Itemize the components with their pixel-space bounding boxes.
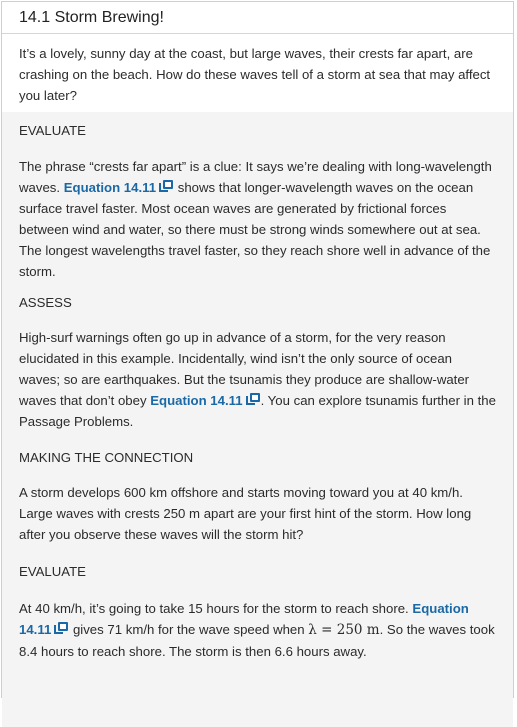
evaluate2-section	[2, 588, 513, 727]
assess-heading: ASSESS	[2, 286, 513, 319]
connection-heading: MAKING THE CONNECTION	[2, 441, 513, 474]
intro-text: It’s a lovely, sunny day at the coast, but large waves, their crests far apart, are crashing on the beach. How do these waves tell of a storm at sea that may affect you later?	[19, 46, 491, 103]
assess-section	[2, 319, 513, 441]
evaluate-text-1: The phrase “crests far apart” is a clue: It says we’re dealing with long-wavelength waves.	[19, 159, 492, 195]
assess-text-2: . You can explore tsunamis further in the Passage Problems.	[19, 393, 496, 429]
equation-link-label: Equation 14.11	[19, 601, 469, 637]
wavelength-formula: λ = 250 m	[308, 622, 380, 638]
evaluate2-text-3: . So the waves took 8.4 hours to reach shore. The storm is then 6.6 hours away.	[19, 622, 495, 659]
connection-text: A storm develops 600 km offshore and starts moving toward you at 40 km/h. Large waves with crests 250 m apart are your first hint of the storm. How long after you observe these waves will the storm hit?	[19, 485, 472, 542]
example-title: 14.1 Storm Brewing!	[2, 2, 513, 34]
equation-link-label: Equation 14.11	[63, 180, 157, 195]
evaluate2-text-2: gives 71 km/h for the wave speed when	[72, 622, 305, 637]
assess-text-1: High-surf warnings often go up in advance of a storm, for the very reason elucidated in this example. Incidentally, wind isn’t the only source of ocean waves; so are earthquakes. But the tsunamis they produce are shallow-water waves that don’t obey	[19, 330, 470, 408]
popup-window-icon[interactable]	[54, 622, 69, 635]
evaluate-section	[2, 148, 513, 286]
connection-section	[2, 474, 513, 554]
evaluate2-text-1: At 40 km/h, it’s going to take 15 hours for the storm to reach shore.	[19, 601, 409, 616]
equation-link[interactable]	[150, 393, 260, 408]
example-box	[1, 1, 514, 698]
equation-link[interactable]	[64, 180, 174, 195]
equation-link-label: Equation 14.11	[150, 393, 243, 408]
intro-section	[2, 34, 513, 112]
popup-window-icon[interactable]	[159, 180, 174, 193]
evaluate2-heading: EVALUATE	[2, 554, 513, 588]
evaluate-text-2: shows that longer-wavelength waves on the ocean surface travel faster. Most ocean waves are generated by frictional forces between wind and water, so there must be strong winds somewhere out at sea. The longest wavelengths travel faster, so they reach shore well in advance of the storm.	[19, 180, 491, 279]
popup-window-icon[interactable]	[246, 393, 261, 406]
evaluate-heading: EVALUATE	[2, 112, 513, 148]
